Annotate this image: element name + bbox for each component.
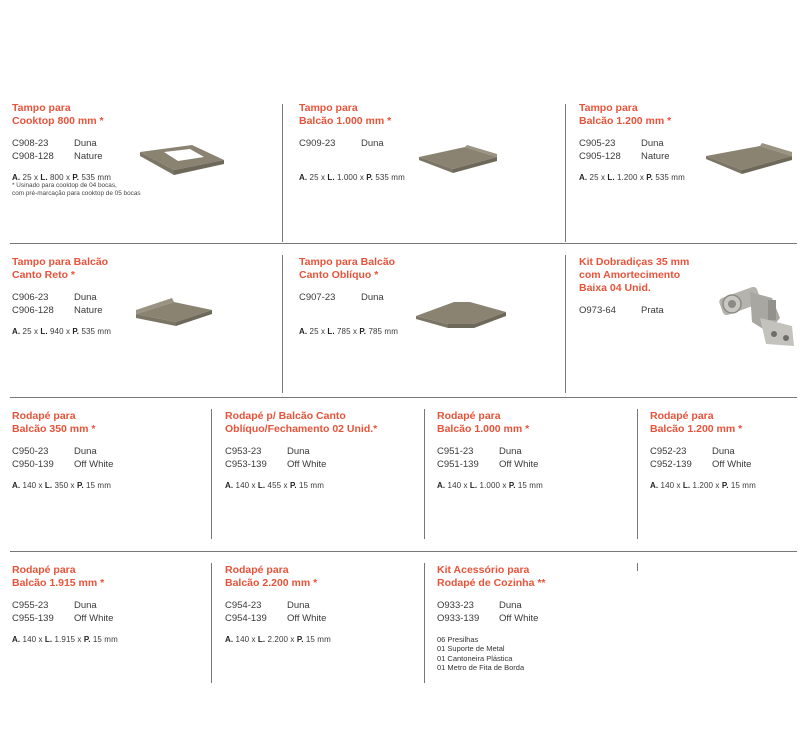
product-cell xyxy=(437,564,632,673)
product-color: Off White xyxy=(287,458,327,470)
dimensions: A. 140 x L. 455 x P. 15 mm xyxy=(225,481,324,490)
code-list xyxy=(12,446,207,471)
product-code: C908-128 xyxy=(12,150,54,162)
code-row xyxy=(225,446,420,459)
code-row xyxy=(12,446,207,459)
code-list xyxy=(650,446,798,471)
dimensions: A. 25 x L. 800 x P. 535 mm xyxy=(12,173,111,182)
product-title: Rodapé para Balcão 1.000 mm * xyxy=(437,410,530,435)
dimensions: A. 25 x L. 1.000 x P. 535 mm xyxy=(299,172,405,182)
product-code: C955-139 xyxy=(12,612,54,624)
product-cell xyxy=(437,410,632,490)
product-color: Duna xyxy=(499,600,522,611)
product-title: Tampo para Balcão Canto Reto * xyxy=(12,256,109,281)
code-row xyxy=(650,446,798,459)
countertop-image xyxy=(417,143,501,177)
product-code: C951-23 xyxy=(437,446,474,457)
product-color: Off White xyxy=(74,612,114,624)
product-title: Kit Dobradiças 35 mm com Amortecimento Baixa 04 Unid. xyxy=(579,256,690,294)
product-color: Nature xyxy=(74,150,103,162)
product-title: Rodapé para Balcão 1.915 mm * xyxy=(12,564,105,589)
product-color: Duna xyxy=(712,446,735,457)
product-title: Rodapé para Balcão 1.200 mm * xyxy=(650,410,743,435)
divider xyxy=(282,255,283,393)
countertop-image xyxy=(704,142,796,178)
code-list xyxy=(12,600,207,625)
product-cell xyxy=(12,410,207,490)
code-row xyxy=(225,459,420,472)
code-row xyxy=(12,613,207,626)
product-color: Duna xyxy=(641,138,664,149)
code-row xyxy=(437,613,632,626)
divider xyxy=(565,104,566,242)
product-code: C950-23 xyxy=(12,446,49,457)
product-code: C952-139 xyxy=(650,458,692,470)
product-title: Kit Acessório para Rodapé de Cozinha ** xyxy=(437,564,546,589)
product-color: Duna xyxy=(287,600,310,611)
kit-item: 01 Suporte de Metal xyxy=(437,644,505,654)
product-code: C905-128 xyxy=(579,150,621,162)
divider xyxy=(211,563,212,683)
code-row xyxy=(437,446,632,459)
product-cell xyxy=(225,564,420,644)
divider xyxy=(637,563,638,571)
product-title: Tampo para Balcão 1.000 mm * xyxy=(299,102,392,127)
code-row xyxy=(650,459,798,472)
product-color: Duna xyxy=(74,446,97,457)
product-code: O933-139 xyxy=(437,612,480,624)
product-color: Duna xyxy=(287,446,310,457)
divider xyxy=(211,409,212,539)
product-color: Off White xyxy=(712,458,752,470)
code-list xyxy=(225,600,420,625)
product-code: C906-23 xyxy=(12,292,49,303)
dimensions: A. 25 x L. 1.200 x P. 535 mm xyxy=(579,173,685,182)
product-code: C954-139 xyxy=(225,612,267,624)
product-code: C953-139 xyxy=(225,458,267,470)
product-code: O933-23 xyxy=(437,600,474,611)
product-color: Off White xyxy=(287,612,327,624)
product-code: C907-23 xyxy=(299,292,336,303)
dimensions: A. 140 x L. 2.200 x P. 15 mm xyxy=(225,635,331,644)
divider xyxy=(424,563,425,683)
product-color: Duna xyxy=(74,138,97,149)
product-title: Tampo para Balcão Canto Oblíquo * xyxy=(299,256,396,281)
kit-item: 06 Presilhas xyxy=(437,635,479,644)
code-row xyxy=(437,600,632,613)
product-code: C906-128 xyxy=(12,304,54,316)
kit-item: 01 Cantoneira Plástica xyxy=(437,653,513,663)
divider xyxy=(565,255,566,393)
product-code: C905-23 xyxy=(579,138,616,149)
divider xyxy=(10,551,797,552)
code-list xyxy=(437,600,632,625)
code-row xyxy=(225,600,420,613)
corner-countertop-image xyxy=(134,296,216,330)
product-cell xyxy=(650,410,798,490)
divider xyxy=(424,409,425,539)
product-color: Duna xyxy=(74,292,97,303)
product-color: Duna xyxy=(361,138,384,149)
product-color: Off White xyxy=(499,458,539,470)
divider xyxy=(10,397,797,398)
product-code: C908-23 xyxy=(12,138,49,149)
code-row xyxy=(12,459,207,472)
divider xyxy=(282,104,283,242)
code-row xyxy=(437,459,632,472)
product-color: Nature xyxy=(74,304,103,316)
product-cell xyxy=(225,410,420,490)
footnote: * Usinado para cooktop de 04 bocas, com pré-marcação para cooktop de 05 bocas xyxy=(12,182,141,197)
product-code: C909-23 xyxy=(299,138,336,149)
product-color: Prata xyxy=(641,305,664,316)
dimensions: A. 140 x L. 1.200 x P. 15 mm xyxy=(650,481,756,490)
code-list xyxy=(225,446,420,471)
product-code: C952-23 xyxy=(650,446,687,457)
product-code: O973-64 xyxy=(579,305,616,316)
kit-contents xyxy=(437,635,632,673)
product-title: Tampo para Balcão 1.200 mm * xyxy=(579,102,672,127)
product-color: Off White xyxy=(74,458,114,470)
product-title: Rodapé para Balcão 350 mm * xyxy=(12,410,96,435)
product-color: Nature xyxy=(641,150,670,162)
product-code: C954-23 xyxy=(225,600,262,611)
product-color: Duna xyxy=(74,600,97,611)
product-title: Rodapé para Balcão 2.200 mm * xyxy=(225,564,318,589)
hinge-image xyxy=(710,278,798,360)
product-title: Rodapé p/ Balcão Canto Oblíquo/Fechamento 02 Unid.* xyxy=(225,410,378,435)
dimensions: A. 140 x L. 1.000 x P. 15 mm xyxy=(437,481,543,490)
kit-item: 01 Metro de Fita de Borda xyxy=(437,663,525,673)
product-code: C953-23 xyxy=(225,446,262,457)
product-color: Duna xyxy=(499,446,522,457)
dimensions: A. 25 x L. 785 x P. 785 mm xyxy=(299,326,398,336)
dimensions: A. 25 x L. 940 x P. 535 mm xyxy=(12,327,111,336)
code-row xyxy=(225,613,420,626)
dimensions: A. 140 x L. 1.915 x P. 15 mm xyxy=(12,635,118,644)
product-cell xyxy=(12,564,207,644)
product-title: Tampo para Cooktop 800 mm * xyxy=(12,102,104,127)
divider xyxy=(637,409,638,539)
code-row xyxy=(12,600,207,613)
product-color: Duna xyxy=(361,292,384,303)
product-code: C950-139 xyxy=(12,458,54,470)
divider xyxy=(10,243,797,244)
dimensions: A. 140 x L. 350 x P. 15 mm xyxy=(12,481,111,490)
product-color: Off White xyxy=(499,612,539,624)
product-code: C951-139 xyxy=(437,458,479,470)
code-list xyxy=(437,446,632,471)
product-code: C955-23 xyxy=(12,600,49,611)
oblique-countertop-image xyxy=(414,298,510,330)
cooktop-countertop-image xyxy=(134,142,230,180)
